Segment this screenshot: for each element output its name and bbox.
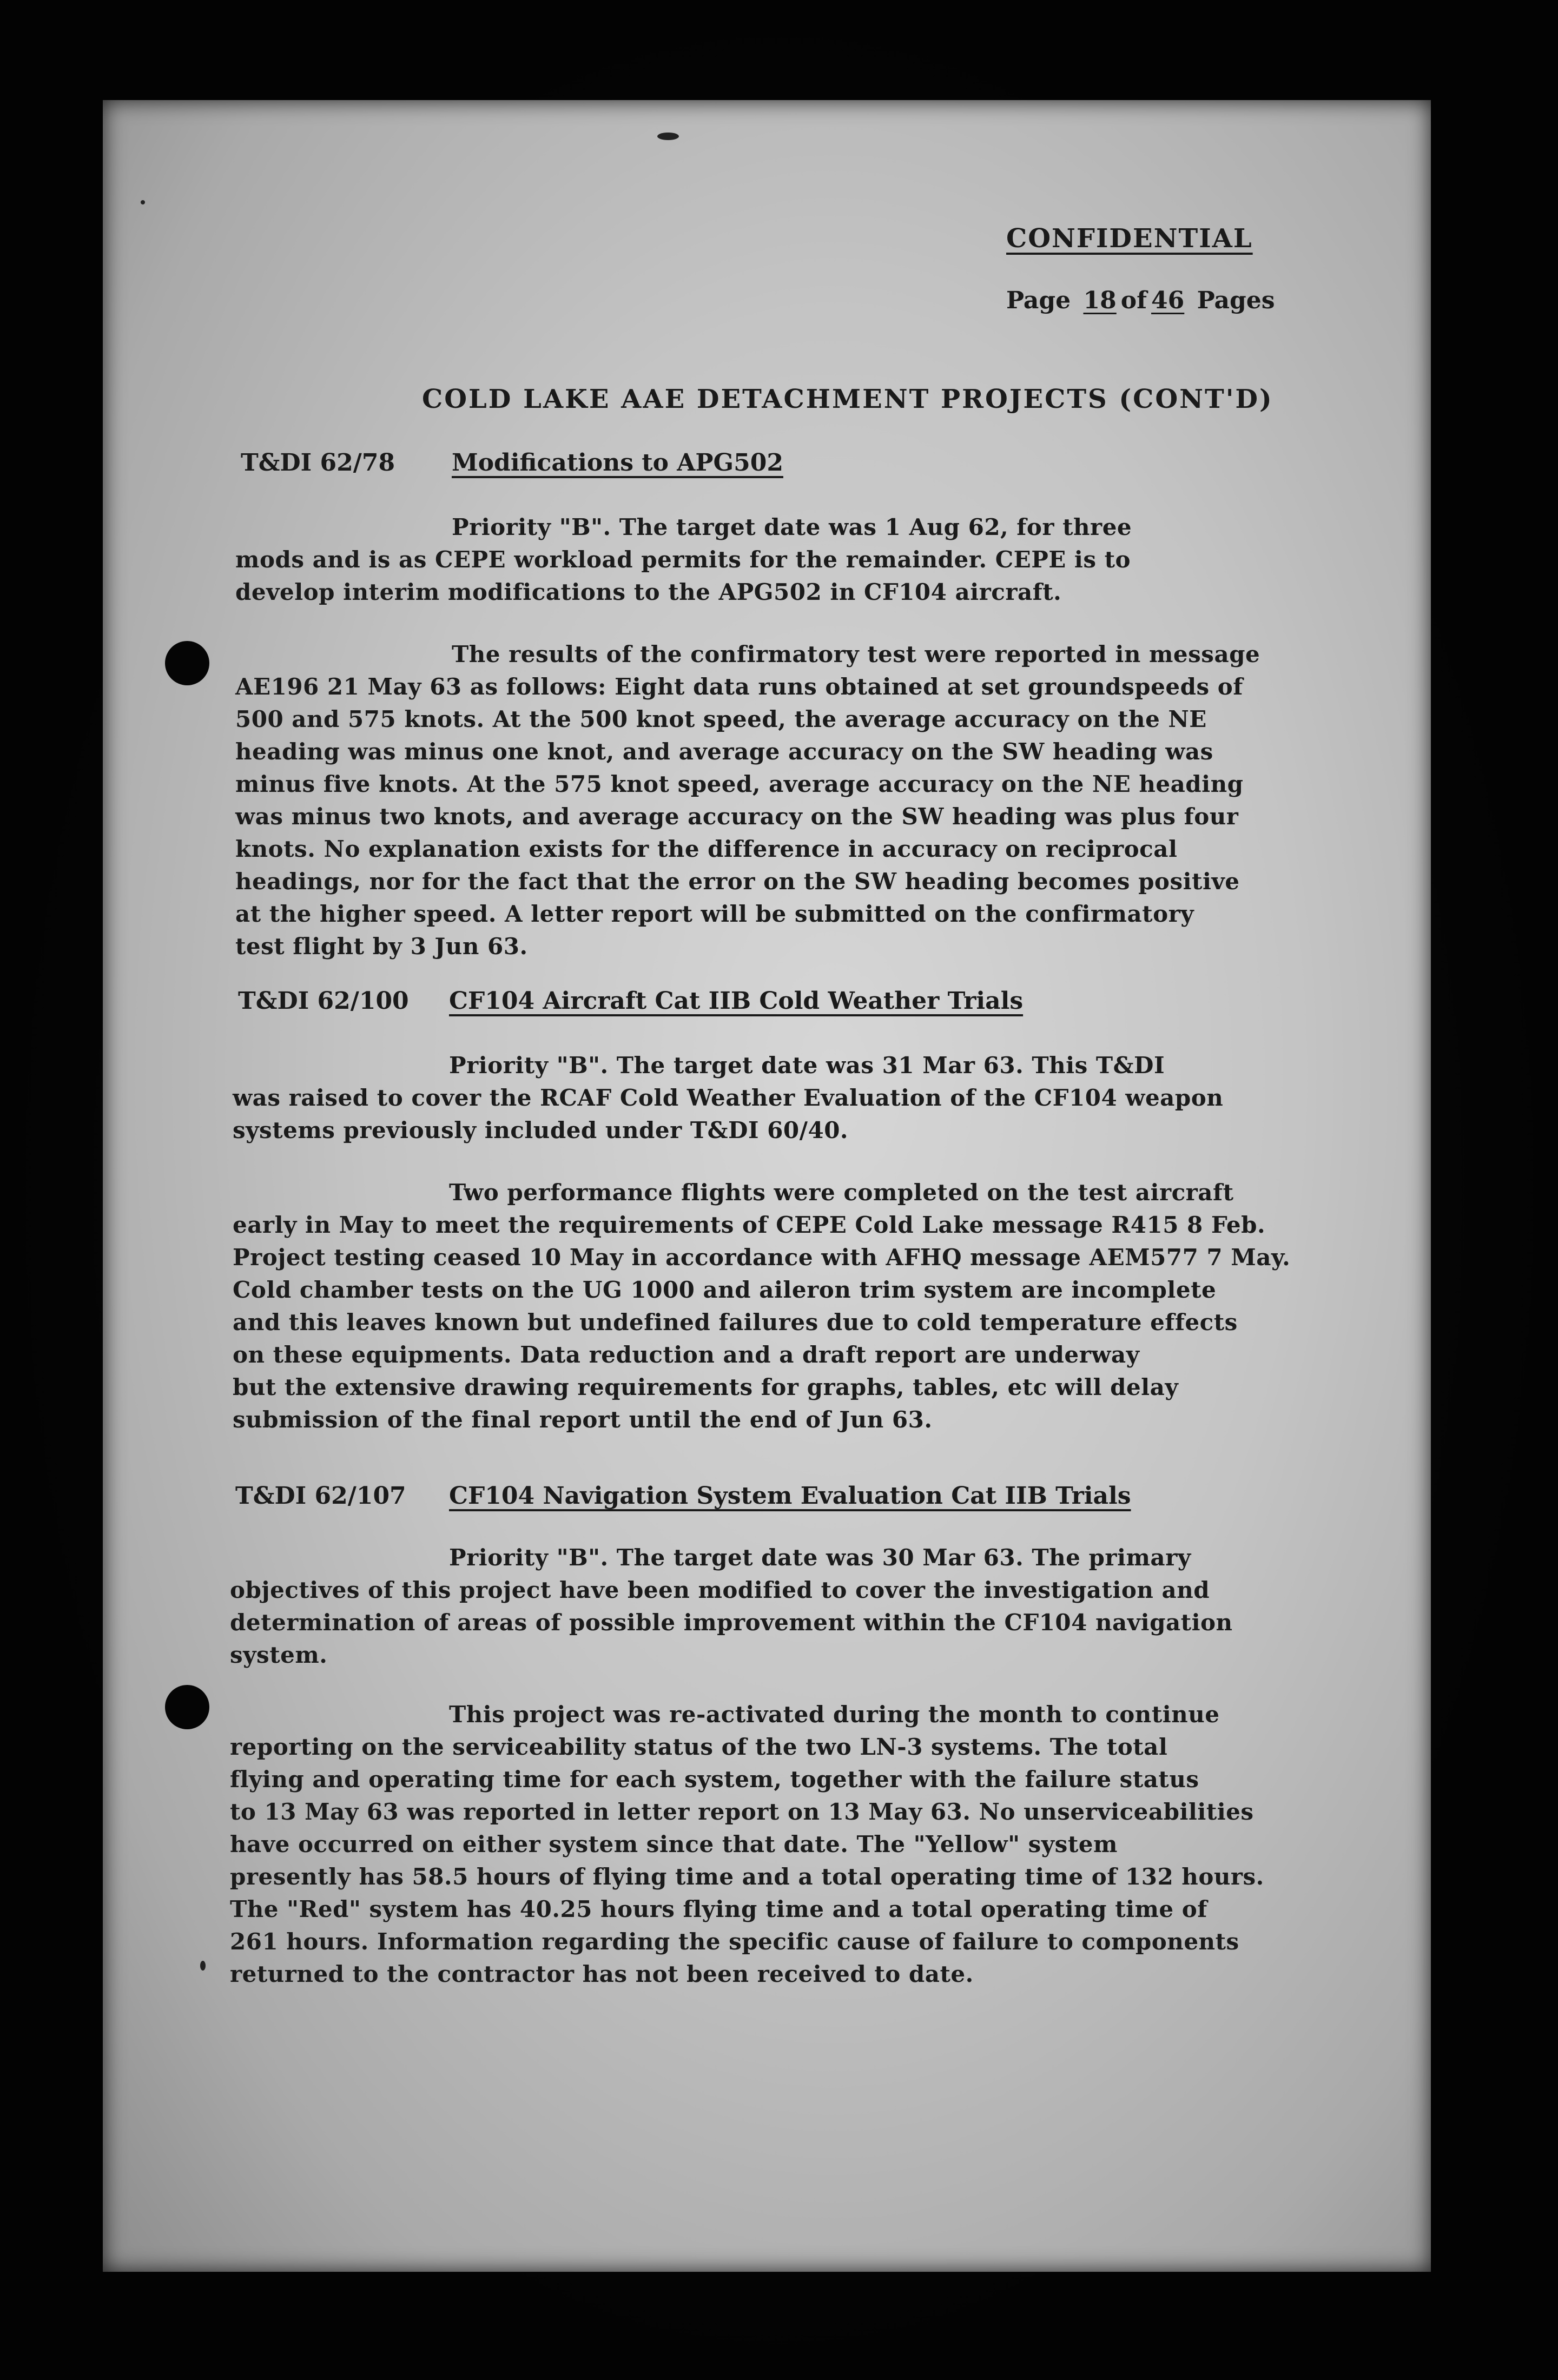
text-line: knots. No explanation exists for the difference in accuracy on reciprocal [235,836,1178,862]
text-line: flying and operating time for each system, together with the failure status [230,1766,1199,1793]
punch-hole [165,1685,209,1729]
text-line: develop interim modifications to the APG502 in CF104 aircraft. [235,579,1062,605]
film-speck [657,133,679,140]
text-line: was raised to cover the RCAF Cold Weather Evaluation of the CF104 weapon [233,1085,1224,1111]
page-total: 46 [1151,287,1185,314]
page-prefix: Page [1006,287,1071,314]
project-paragraph [233,1049,1223,1147]
project-paragraph [230,1542,1233,1671]
text-line: to 13 May 63 was reported in letter report on 13 May 63. No unserviceabilities [230,1799,1254,1825]
project-paragraph [230,1698,1264,1991]
text-line: The results of the confirmatory test were reported in message [452,641,1260,667]
text-line: determination of areas of possible improvement within the CF104 navigation [230,1609,1233,1636]
text-line: 261 hours. Information regarding the specific cause of failure to components [230,1928,1239,1955]
project-title: CF104 Aircraft Cat IIB Cold Weather Trials [449,987,1024,1015]
text-line: system. [230,1642,328,1668]
text-line: reporting on the serviceability status of the two LN-3 systems. The total [230,1734,1168,1760]
classification-marking: CONFIDENTIAL [1006,223,1253,254]
punch-hole [165,641,209,685]
document-title: COLD LAKE AAE DETACHMENT PROJECTS (CONT'D) [422,384,1273,414]
project-id: T&DI 62/107 [235,1482,406,1510]
text-line: was minus two knots, and average accuracy on the SW heading was plus four [235,803,1239,830]
page-number-line [1006,287,1275,314]
text-line: The "Red" system has 40.25 hours flying time and a total operating time of [230,1896,1207,1922]
text-line: submission of the final report until the end of Jun 63. [233,1406,933,1433]
text-line: minus five knots. At the 575 knot speed, average accuracy on the NE heading [235,771,1244,797]
text-line: 500 and 575 knots. At the 500 knot speed, the average accuracy on the NE [235,706,1207,732]
page-of: of [1120,287,1147,314]
film-speck [200,1961,206,1971]
text-line: headings, nor for the fact that the error on the SW heading becomes positive [235,868,1240,895]
project-id: T&DI 62/78 [241,449,395,477]
text-line: on these equipments. Data reduction and a draft report are underway [233,1341,1140,1368]
text-line: Cold chamber tests on the UG 1000 and aileron trim system are incomplete [233,1277,1217,1303]
document-page [103,100,1431,2272]
text-line: AE196 21 May 63 as follows: Eight data runs obtained at set groundspeeds of [235,673,1243,700]
text-line: Priority "B". The target date was 31 Mar 63. This T&DI [449,1052,1165,1079]
text-line: objectives of this project have been modified to cover the investigation and [230,1577,1210,1603]
project-paragraph [235,638,1260,963]
text-line: heading was minus one knot, and average accuracy on the SW heading was [235,738,1213,765]
text-line: and this leaves known but undefined failures due to cold temperature effects [233,1309,1238,1336]
project-title: CF104 Navigation System Evaluation Cat IIB Trials [449,1482,1131,1510]
text-line: but the extensive drawing requirements for graphs, tables, etc will delay [233,1374,1179,1400]
text-line: returned to the contractor has not been received to date. [230,1961,974,1987]
text-line: Two performance flights were completed on the test aircraft [449,1179,1234,1206]
film-speck [141,200,145,204]
page-suffix: Pages [1197,287,1275,314]
text-line: early in May to meet the requirements of CEPE Cold Lake message R415 8 Feb. [233,1212,1266,1238]
page-number: 18 [1083,287,1117,314]
text-line: Project testing ceased 10 May in accordance with AFHQ message AEM577 7 May. [233,1244,1291,1271]
project-id: T&DI 62/100 [238,987,409,1015]
text-line: presently has 58.5 hours of flying time and a total operating time of 132 hours. [230,1863,1264,1890]
text-line: test flight by 3 Jun 63. [235,933,528,960]
text-line: at the higher speed. A letter report will be submitted on the confirmatory [235,901,1194,927]
text-line: systems previously included under T&DI 60/40. [233,1117,849,1143]
text-line: Priority "B". The target date was 30 Mar 63. The primary [449,1544,1191,1571]
text-line: This project was re-activated during the month to continue [449,1701,1220,1728]
project-paragraph [235,511,1132,609]
text-line: mods and is as CEPE workload permits for the remainder. CEPE is to [235,546,1131,573]
text-line: have occurred on either system since that date. The "Yellow" system [230,1831,1118,1857]
text-line: Priority "B". The target date was 1 Aug 62, for three [452,514,1132,540]
project-title: Modifications to APG502 [452,449,783,477]
project-paragraph [233,1176,1290,1436]
